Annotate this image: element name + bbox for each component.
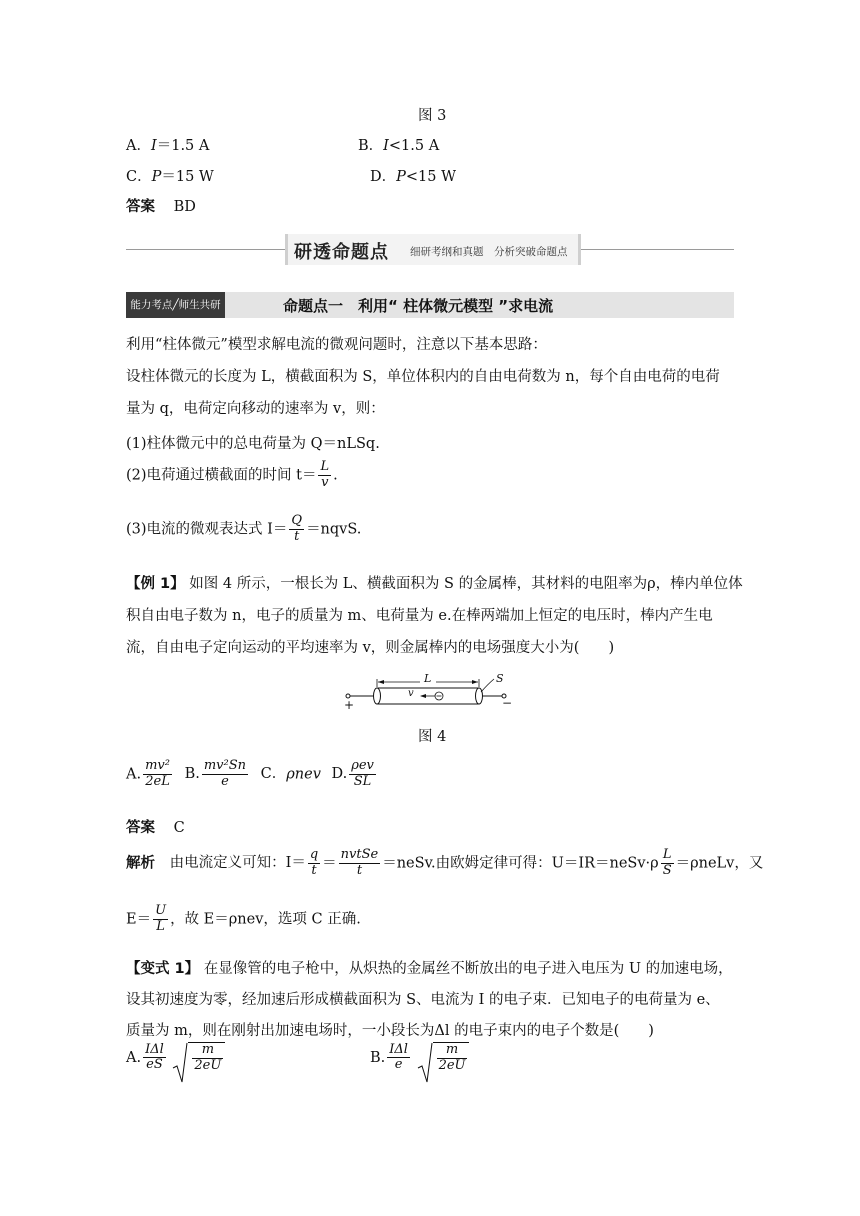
- variant-1-option-b: B. $\frac{\text{IΔl}}{e}$ $\frac{m}{2eU}$: [370, 1042, 469, 1074]
- answer-label: 答案: [126, 198, 155, 215]
- fraction-nvtse-t: $\frac{\text{nvtSe}}{t}$: [340, 847, 379, 878]
- option-b-sqrt: $\frac{m}{2eU}$: [417, 1042, 470, 1074]
- variant-1-line-1: 【变式 1】 在显像管的电子枪中，从炽热的金属丝不断放出的电子进入电压为 U 的加速电场，: [126, 961, 733, 977]
- banner-rule-right: [575, 249, 734, 250]
- topic-tag: 能力考点╱师生共研: [126, 292, 225, 318]
- variant-1-option-a: A. $\frac{\text{IΔl}}{eS}$ $\frac{m}{2eU}$: [126, 1042, 225, 1074]
- fraction-q-t: $\frac{q}{t}$: [309, 847, 319, 878]
- intro-line-2: 设柱体微元的长度为 L，横截面积为 S，单位体积内的自由电荷数为 n，每个自由电荷的电荷: [126, 369, 720, 385]
- option-a-fraction: $\frac{\text{mv²}}{2eL}$: [145, 758, 170, 789]
- intro-item-2: (2)电荷通过横截面的时间 t＝ $\frac{L}{v}$ .: [126, 459, 338, 490]
- analysis-label: 解析: [126, 854, 155, 872]
- banner-rule-left: [126, 249, 285, 250]
- answer-line-example-1: [126, 816, 185, 837]
- figure-4-label-L: L: [424, 672, 432, 685]
- figure-4-label-S: S: [496, 672, 504, 685]
- figure-3-caption: 图 3: [418, 108, 447, 124]
- analysis-line-2: E＝ $\frac{U}{L}$ ，故 E＝ρnev，选项 C 正确.: [126, 903, 361, 934]
- answer-line-q1: [126, 195, 196, 216]
- answer-label: 答案: [126, 819, 155, 836]
- option-c-text: ρnev: [286, 766, 321, 783]
- figure-4-minus: −: [502, 696, 513, 710]
- section-banner: [285, 234, 581, 265]
- option-b-fraction: $\frac{\text{IΔl}}{e}$: [389, 1041, 408, 1073]
- option-c: C．P＝15 W: [126, 169, 214, 185]
- option-a: A．I＝1.5 A: [126, 138, 210, 154]
- example-1-line-2: 积自由电子数为 n，电子的质量为 m、电荷量为 e.在棒两端加上恒定的电压时，棒内产生电: [126, 608, 713, 624]
- option-a-fraction: $\frac{\text{IΔl}}{eS}$: [145, 1041, 164, 1073]
- intro-line-3: 量为 q，电荷定向移动的速率为 v，则：: [126, 401, 385, 417]
- example-1-label: 【例 1】: [126, 576, 185, 592]
- option-b-fraction: $\frac{\text{mv²Sn}}{e}$: [203, 758, 247, 789]
- figure-4-plus: +: [344, 698, 355, 712]
- banner-title: 研透命题点: [294, 242, 389, 263]
- sqrt-sign-icon: [172, 1042, 188, 1084]
- fraction-u-l: $\frac{U}{L}$: [155, 903, 167, 934]
- topic-bar: [126, 292, 734, 318]
- intro-item-1: (1)柱体微元中的总电荷量为 Q＝nLSq.: [126, 436, 380, 452]
- fraction-l-over-v: $\frac{L}{v}$: [320, 459, 330, 490]
- option-d: D．P<15 W: [370, 169, 457, 185]
- banner-subtitle: 细研考纲和真题 分析突破命题点: [410, 246, 568, 258]
- example-1-options: A. $\frac{\text{mv²}}{2eL}$ B. $\frac{\text{mv²Sn}}{e}$ C．ρnev D. $\frac{\text{ρev}}{SL}$: [126, 758, 374, 789]
- topic-title: 命题点一 利用“ 柱体微元模型 ”求电流: [283, 297, 554, 315]
- sqrt-sign-icon: [417, 1042, 433, 1084]
- intro-item-3: (3)电流的微观表达式 I＝ $\frac{Q}{t}$ ＝nqvS.: [126, 513, 362, 544]
- analysis-line-1: 解析 由电流定义可知：I＝ $\frac{q}{t}$ ＝ $\frac{\text{nvtSe}}{t}$ ＝neSv.由欧姆定律可得：U＝IR＝neSv·ρ $\frac{L}{S}$ ＝ρneLv，又: [126, 847, 764, 878]
- answer-value: BD: [173, 199, 196, 215]
- option-b: B．I<1.5 A: [358, 138, 440, 154]
- example-1-line-1: 【例 1】 如图 4 所示，一根长为 L、横截面积为 S 的金属棒，其材料的电阻率为ρ，棒内单位体: [126, 576, 743, 592]
- figure-4-label-v: v: [408, 688, 414, 699]
- figure-4-caption: 图 4: [418, 729, 447, 745]
- variant-1-label: 【变式 1】: [126, 961, 200, 977]
- example-1-line-3: 流，自由电子定向运动的平均速率为 v，则金属棒内的电场强度大小为( ): [126, 640, 615, 656]
- option-a-sqrt: $\frac{m}{2eU}$: [172, 1042, 225, 1074]
- fraction-q-over-t: $\frac{Q}{t}$: [291, 513, 303, 544]
- answer-value: C: [173, 820, 185, 836]
- option-d-fraction: $\frac{\text{ρev}}{SL}$: [351, 758, 374, 789]
- fraction-l-s: $\frac{L}{S}$: [662, 847, 672, 878]
- variant-1-line-3: 质量为 m，则在刚射出加速电场时，一小段长为Δl 的电子束内的电子个数是( ): [126, 1023, 654, 1039]
- intro-line-1: 利用“柱体微元”模型求解电流的微观问题时，注意以下基本思路：: [126, 337, 547, 353]
- variant-1-line-2: 设其初速度为零，经加速后形成横截面积为 S、电流为 I 的电子束．已知电子的电荷量为 e、: [126, 992, 720, 1008]
